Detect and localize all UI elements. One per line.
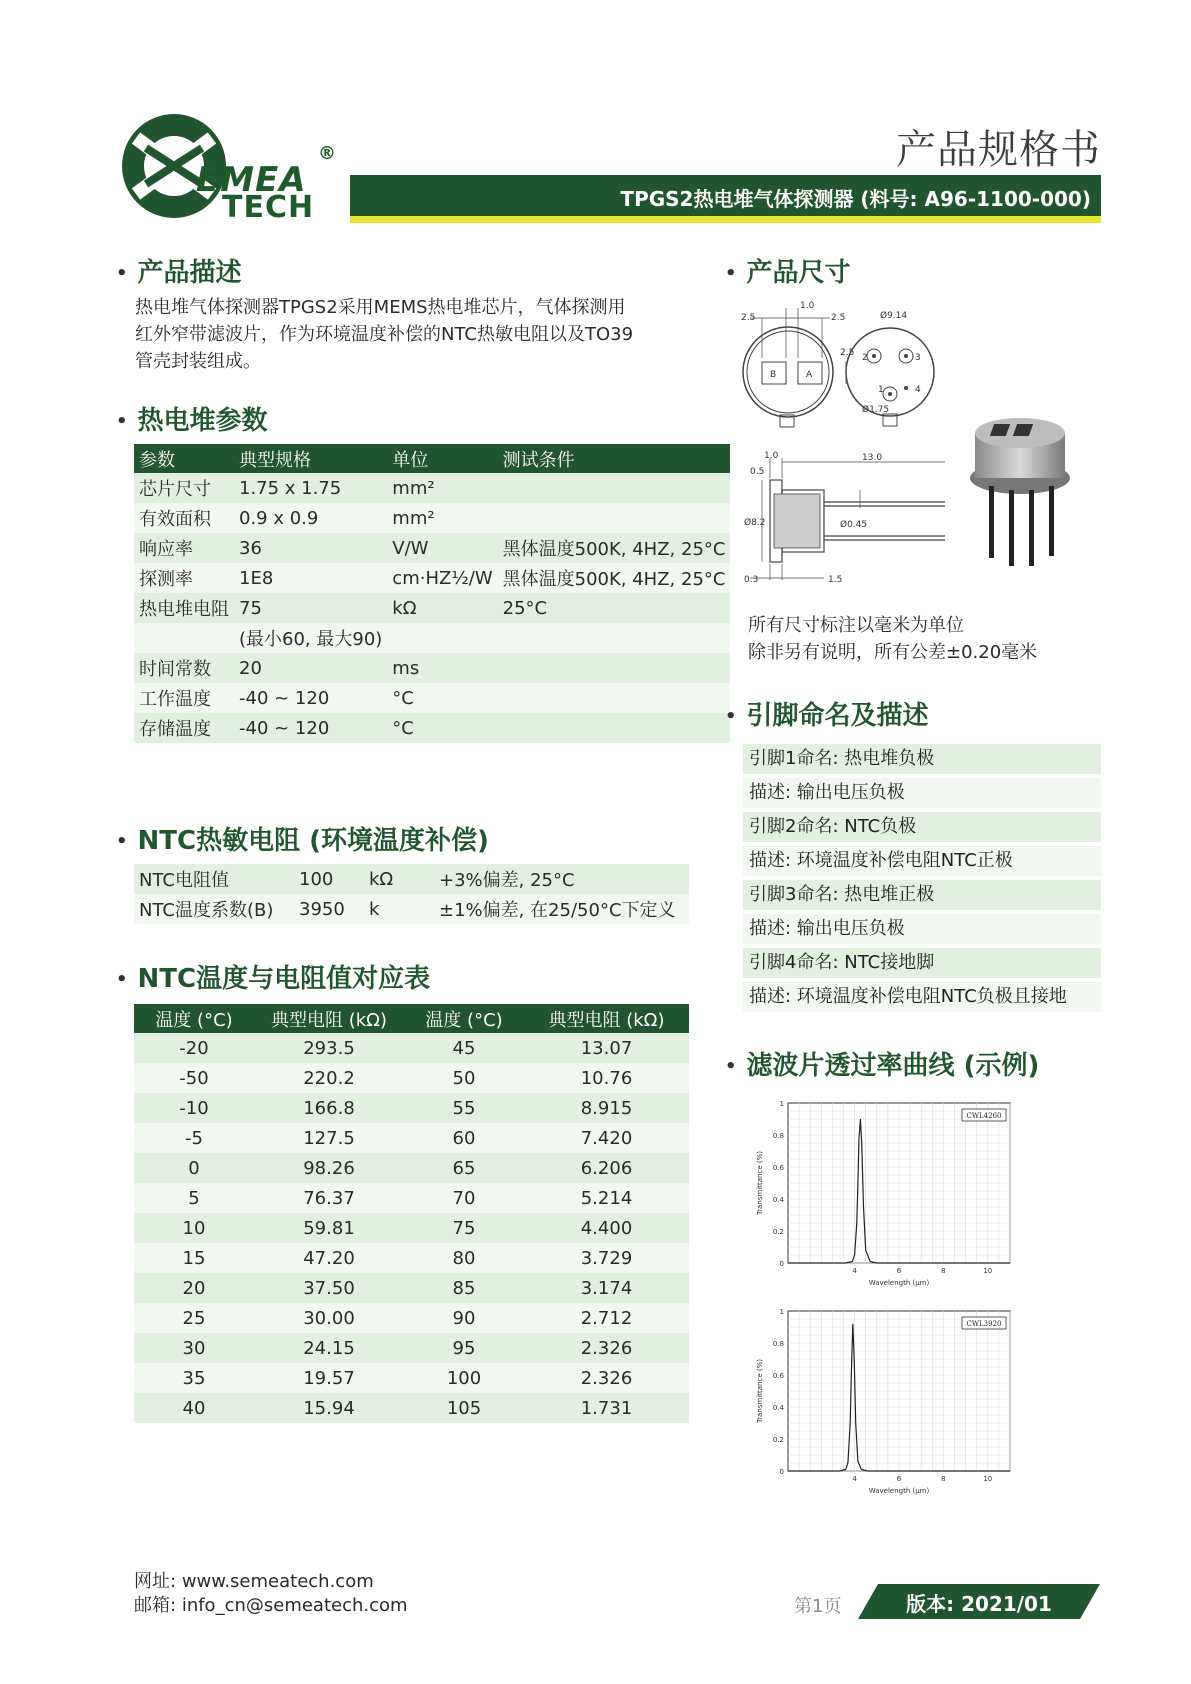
table-row xyxy=(134,1393,689,1423)
col-header: 参数 xyxy=(134,444,234,473)
table-cell xyxy=(387,623,497,653)
table-cell: 黑体温度500K, 4HZ, 25°C xyxy=(498,563,731,593)
section-title-ntc-table: • NTC温度与电阻值对应表 xyxy=(116,964,431,994)
table-cell: 80 xyxy=(404,1243,524,1273)
table-cell: -10 xyxy=(134,1093,254,1123)
table-cell: -5 xyxy=(134,1123,254,1153)
version-label: 版本: 2021/01 xyxy=(906,1592,1052,1616)
note-line: 除非另有说明，所有公差±0.20毫米 xyxy=(748,642,1038,663)
table-cell: 3950 xyxy=(294,894,364,924)
table-cell: 55 xyxy=(404,1093,524,1123)
pin-row: 描述: 环境温度补偿电阻NTC负极且接地 xyxy=(743,982,1101,1012)
table-cell: 7.420 xyxy=(524,1123,689,1153)
table-cell xyxy=(498,623,731,653)
pin-row: 描述: 输出电压负极 xyxy=(743,914,1101,944)
table-cell: 2.326 xyxy=(524,1363,689,1393)
dim-label: Ø9.14 xyxy=(880,311,908,321)
dim-label: 0.3 xyxy=(744,575,759,585)
table-cell: 36 xyxy=(234,533,387,563)
logo-text-top: EMEA xyxy=(196,160,307,200)
table-row xyxy=(134,593,730,623)
table-cell: 37.50 xyxy=(254,1273,404,1303)
dim-label: 0.5 xyxy=(750,467,765,477)
table-cell: 15.94 xyxy=(254,1393,404,1423)
table-cell: -20 xyxy=(134,1033,254,1063)
table-cell: 95 xyxy=(404,1333,524,1363)
pin-1-label: 1 xyxy=(878,385,884,395)
y-tick-label: 0.2 xyxy=(772,1436,784,1444)
mail-label: 邮箱: xyxy=(134,1595,177,1616)
table-cell: 3.729 xyxy=(524,1243,689,1273)
col-header: 典型规格 xyxy=(234,444,387,473)
dimension-notes xyxy=(748,612,1108,666)
table-cell: 13.07 xyxy=(524,1033,689,1063)
ntc-resistance-table xyxy=(134,1004,689,1423)
table-row xyxy=(134,1063,689,1093)
table-cell: 3.174 xyxy=(524,1273,689,1303)
table-cell: 98.26 xyxy=(254,1153,404,1183)
table-cell: 2.326 xyxy=(524,1333,689,1363)
table-cell: 65 xyxy=(404,1153,524,1183)
table-row xyxy=(134,1033,689,1063)
table-cell: -50 xyxy=(134,1063,254,1093)
table-cell: °C xyxy=(387,713,497,743)
y-tick-label: 1 xyxy=(779,1100,784,1108)
pin-row: 引脚3命名: 热电堆正极 xyxy=(743,880,1101,910)
table-cell: 芯片尺寸 xyxy=(134,473,234,503)
table-cell: °C xyxy=(387,683,497,713)
section-title-pins: • 引脚命名及描述 xyxy=(725,701,929,731)
x-tick-label: 4 xyxy=(852,1475,857,1483)
detector-product-image xyxy=(965,408,1075,568)
table-cell: 20 xyxy=(234,653,387,683)
col-header: 测试条件 xyxy=(498,444,731,473)
table-cell: 47.20 xyxy=(254,1243,404,1273)
table-cell: 20 xyxy=(134,1273,254,1303)
table-cell: 30 xyxy=(134,1333,254,1363)
dim-label: 1.5 xyxy=(828,575,843,585)
table-cell: 0.9 x 0.9 xyxy=(234,503,387,533)
table-cell: 有效面积 xyxy=(134,503,234,533)
table-row xyxy=(134,1093,689,1123)
y-axis-label: Transmittance (%) xyxy=(756,1359,764,1423)
table-cell: kΩ xyxy=(364,864,434,894)
col-header: 单位 xyxy=(387,444,497,473)
legend-label: CWL3920 xyxy=(966,1320,1002,1328)
table-header-row xyxy=(134,1004,689,1033)
section-title-ntc: • NTC热敏电阻 (环境温度补偿) xyxy=(116,826,489,856)
pin-row: 引脚1命名: 热电堆负极 xyxy=(743,744,1101,774)
table-row xyxy=(134,1183,689,1213)
table-cell: 76.37 xyxy=(254,1183,404,1213)
table-cell: k xyxy=(364,894,434,924)
table-cell: mm² xyxy=(387,473,497,503)
table-row xyxy=(134,1273,689,1303)
table-cell: 黑体温度500K, 4HZ, 25°C xyxy=(498,533,731,563)
table-cell xyxy=(498,713,731,743)
table-cell: 293.5 xyxy=(254,1033,404,1063)
dim-label: Ø0.45 xyxy=(840,520,868,530)
table-cell: -40 ~ 120 xyxy=(234,683,387,713)
x-tick-label: 10 xyxy=(983,1475,993,1483)
table-row xyxy=(134,473,730,503)
table-row xyxy=(134,1213,689,1243)
table-row xyxy=(134,653,730,683)
dim-label: 13.0 xyxy=(862,453,883,463)
table-cell: 19.57 xyxy=(254,1363,404,1393)
pin-row: 描述: 环境温度补偿电阻NTC正极 xyxy=(743,846,1101,876)
header-bar xyxy=(350,175,1101,216)
logo-text-bottom: TECH xyxy=(222,190,315,225)
y-tick-label: 0.8 xyxy=(772,1340,784,1348)
table-cell: 工作温度 xyxy=(134,683,234,713)
table-cell: V/W xyxy=(387,533,497,563)
table-header-row xyxy=(134,444,730,473)
table-row xyxy=(134,1243,689,1273)
package-side-view-diagram xyxy=(740,450,950,590)
footer-contact xyxy=(134,1570,408,1618)
x-tick-label: 8 xyxy=(941,1475,946,1483)
table-cell: 100 xyxy=(294,864,364,894)
pad-b-label: B xyxy=(770,370,777,380)
note-line: 所有尺寸标注以毫米为单位 xyxy=(748,615,964,636)
table-cell: 探测率 xyxy=(134,563,234,593)
y-tick-label: 1 xyxy=(779,1308,784,1316)
dim-label: 2.5 xyxy=(831,313,846,323)
dim-label: 2.5 xyxy=(840,348,855,358)
table-cell: 1.75 x 1.75 xyxy=(234,473,387,503)
table-cell: 60 xyxy=(404,1123,524,1153)
table-cell: 25°C xyxy=(498,593,731,623)
table-cell: 热电堆电阻 xyxy=(134,593,234,623)
y-tick-label: 0.6 xyxy=(772,1372,784,1380)
table-cell: ±1%偏差, 在25/50°C下定义 xyxy=(434,894,689,924)
table-cell xyxy=(134,623,234,653)
table-cell: cm·HZ½/W xyxy=(387,563,497,593)
table-cell: 5.214 xyxy=(524,1183,689,1213)
table-cell: 75 xyxy=(404,1213,524,1243)
table-cell xyxy=(498,503,731,533)
x-tick-label: 6 xyxy=(896,1267,902,1275)
table-cell: 127.5 xyxy=(254,1123,404,1153)
table-cell: 166.8 xyxy=(254,1093,404,1123)
table-cell: 45 xyxy=(404,1033,524,1063)
y-tick-label: 0.6 xyxy=(772,1164,784,1172)
table-cell xyxy=(498,473,731,503)
y-tick-label: 0.4 xyxy=(772,1196,784,1204)
description-text xyxy=(135,294,695,375)
table-row xyxy=(134,683,730,713)
table-cell: 220.2 xyxy=(254,1063,404,1093)
url-label: 网址: xyxy=(134,1571,177,1592)
dim-label: Ø8.2 xyxy=(744,518,766,528)
legend-label: CWL4260 xyxy=(966,1112,1002,1120)
table-row xyxy=(134,1303,689,1333)
y-tick-label: 0.4 xyxy=(772,1404,784,1412)
table-cell: 30.00 xyxy=(254,1303,404,1333)
table-row xyxy=(134,864,689,894)
table-cell: 50 xyxy=(404,1063,524,1093)
section-title-dimensions: • 产品尺寸 xyxy=(725,258,851,288)
table-cell: 0 xyxy=(134,1153,254,1183)
table-cell: ms xyxy=(387,653,497,683)
table-row xyxy=(134,503,730,533)
table-cell: 59.81 xyxy=(254,1213,404,1243)
table-cell: 6.206 xyxy=(524,1153,689,1183)
table-cell: NTC温度系数(B) xyxy=(134,894,294,924)
dim-label: 1.0 xyxy=(764,451,779,461)
table-cell: 5 xyxy=(134,1183,254,1213)
table-cell: 15 xyxy=(134,1243,254,1273)
table-cell: 70 xyxy=(404,1183,524,1213)
y-tick-label: 0 xyxy=(779,1468,784,1476)
ntc-table-body xyxy=(134,1033,689,1423)
table-cell: 40 xyxy=(134,1393,254,1423)
col-header: 典型电阻 (kΩ) xyxy=(254,1004,404,1033)
section-title-thermopile: • 热电堆参数 xyxy=(116,406,268,436)
table-cell: 响应率 xyxy=(134,533,234,563)
table-cell: 105 xyxy=(404,1393,524,1423)
description-line: 红外窄带滤波片，作为环境温度补偿的NTC热敏电阻以及TO39 xyxy=(135,324,634,345)
header-accent-stripe xyxy=(350,216,1101,223)
table-cell: 8.915 xyxy=(524,1093,689,1123)
section-title-filter: • 滤波片透过率曲线 (示例) xyxy=(725,1051,1040,1081)
table-cell: 1E8 xyxy=(234,563,387,593)
y-axis-label: Transmittance (%) xyxy=(756,1151,764,1215)
table-row xyxy=(134,713,730,743)
table-row xyxy=(134,1123,689,1153)
package-top-view-diagram xyxy=(740,300,940,435)
transmittance-chart-cwl4260 xyxy=(750,1095,1020,1290)
transmittance-chart-cwl3920 xyxy=(750,1303,1020,1498)
pin-2-label: 2 xyxy=(862,353,868,363)
description-line: 管壳封装组成。 xyxy=(135,351,261,372)
table-cell xyxy=(498,653,731,683)
page-number: 第1页 xyxy=(794,1596,842,1617)
pad-a-label: A xyxy=(806,370,813,380)
pin-row: 引脚2命名: NTC负极 xyxy=(743,812,1101,842)
table-cell: 24.15 xyxy=(254,1333,404,1363)
table-row xyxy=(134,563,730,593)
ntc-table xyxy=(134,864,689,924)
table-cell: 2.712 xyxy=(524,1303,689,1333)
table-cell: (最小60, 最大90) xyxy=(234,623,387,653)
website-link[interactable]: www.semeatech.com xyxy=(181,1571,374,1592)
table-cell: 4.400 xyxy=(524,1213,689,1243)
table-cell: 存储温度 xyxy=(134,713,234,743)
table-cell: 25 xyxy=(134,1303,254,1333)
table-row xyxy=(134,894,689,924)
table-row xyxy=(134,1333,689,1363)
pin-row: 描述: 输出电压负极 xyxy=(743,778,1101,808)
x-axis-label: Wavelength (μm) xyxy=(868,1279,930,1287)
dim-label: Ø1.75 xyxy=(862,405,890,415)
pin-3-label: 3 xyxy=(915,353,921,363)
document-title: 产品规格书 xyxy=(896,127,1101,173)
pin-4-label: 4 xyxy=(915,385,921,395)
dim-label: 1.0 xyxy=(800,301,815,311)
table-cell: -40 ~ 120 xyxy=(234,713,387,743)
table-row xyxy=(134,623,730,653)
x-axis-label: Wavelength (μm) xyxy=(868,1487,930,1495)
description-line: 热电堆气体探测器TPGS2采用MEMS热电堆芯片，气体探测用 xyxy=(135,297,626,318)
x-tick-label: 6 xyxy=(896,1475,902,1483)
x-tick-label: 10 xyxy=(983,1267,993,1275)
table-cell: 100 xyxy=(404,1363,524,1393)
table-cell: +3%偏差, 25°C xyxy=(434,864,689,894)
y-tick-label: 0.8 xyxy=(772,1132,784,1140)
thermopile-table xyxy=(134,444,730,743)
table-cell: 35 xyxy=(134,1363,254,1393)
table-cell: mm² xyxy=(387,503,497,533)
col-header: 温度 (°C) xyxy=(404,1004,524,1033)
col-header: 温度 (°C) xyxy=(134,1004,254,1033)
product-name: TPGS2热电堆气体探测器 (料号: A96-1100-000) xyxy=(620,187,1091,211)
table-row xyxy=(134,533,730,563)
table-cell: 10 xyxy=(134,1213,254,1243)
x-tick-label: 4 xyxy=(852,1267,857,1275)
table-cell: NTC电阻值 xyxy=(134,864,294,894)
table-cell: 1.731 xyxy=(524,1393,689,1423)
dim-label: 2.5 xyxy=(741,313,756,323)
registered-mark: ® xyxy=(318,143,336,164)
y-tick-label: 0.2 xyxy=(772,1228,784,1236)
table-cell: 时间常数 xyxy=(134,653,234,683)
pin-row: 引脚4命名: NTC接地脚 xyxy=(743,948,1101,978)
table-cell: 90 xyxy=(404,1303,524,1333)
table-cell: kΩ xyxy=(387,593,497,623)
table-row xyxy=(134,1153,689,1183)
email-link[interactable]: info_cn@semeatech.com xyxy=(181,1595,408,1616)
y-tick-label: 0 xyxy=(779,1260,784,1268)
table-cell: 85 xyxy=(404,1273,524,1303)
x-tick-label: 8 xyxy=(941,1267,946,1275)
section-title-description: • 产品描述 xyxy=(116,258,242,288)
col-header: 典型电阻 (kΩ) xyxy=(524,1004,689,1033)
table-cell xyxy=(498,683,731,713)
table-cell: 10.76 xyxy=(524,1063,689,1093)
table-cell: 75 xyxy=(234,593,387,623)
table-row xyxy=(134,1363,689,1393)
